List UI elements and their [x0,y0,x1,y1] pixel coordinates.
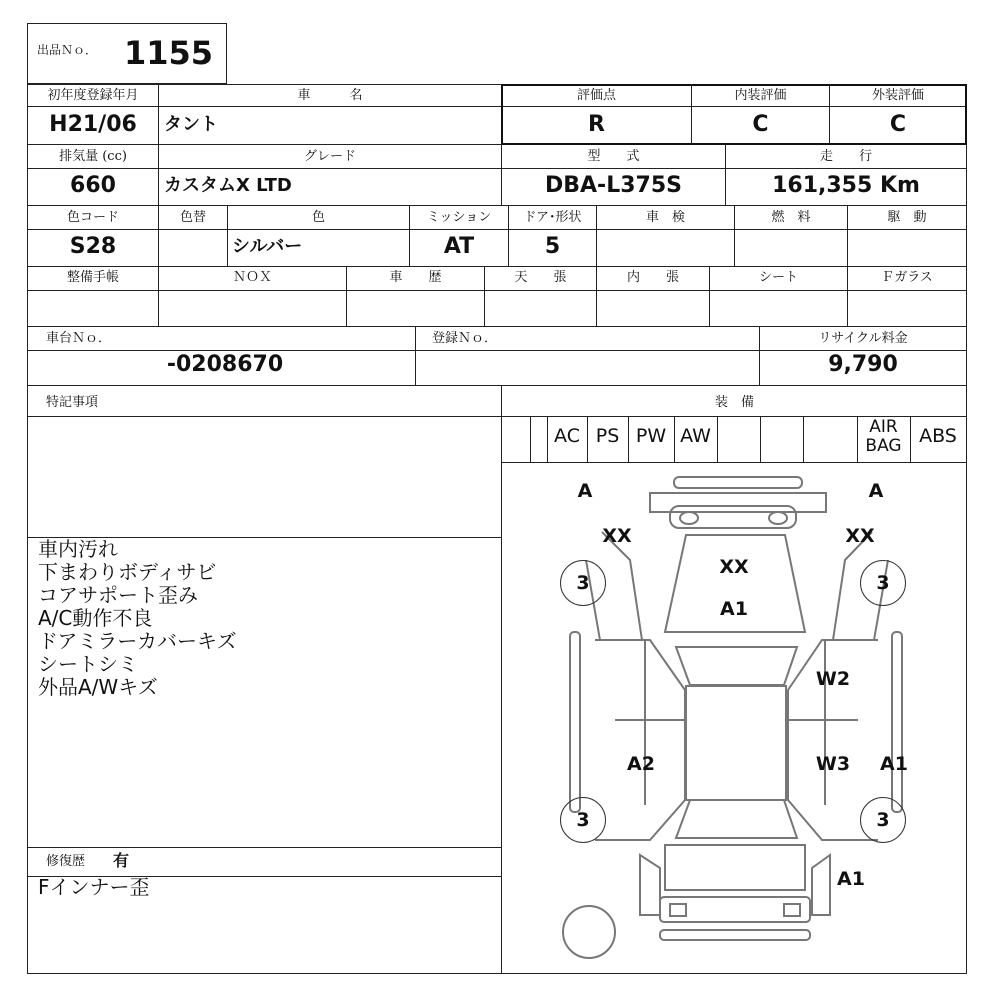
mileage-label: 走 行 [819,149,872,164]
equipment-item-airbag: AIR BAG [865,417,902,456]
car-name-value: タント [164,114,218,135]
door-shape-label: ドア･形状 [523,210,582,225]
chassis-number-value: -0208670 [166,352,284,377]
transmission-label: ミッション [426,210,492,225]
recycle-fee-value: 9,790 [828,352,898,377]
exterior-grade-label: 外装評価 [871,88,924,103]
exterior-grade-value: C [889,112,907,137]
model-code-value: DBA-L375S [545,173,682,198]
transmission-value: AT [443,234,475,259]
first-registration-value: H21/06 [49,112,137,137]
remark-line: シートシミ [38,652,138,676]
equipment-item [502,418,530,460]
equipment-label: 装 備 [714,395,754,410]
recolor-label: 色替 [179,210,206,225]
fuel-label: 燃 料 [771,210,811,225]
listing-number: 1155 [124,34,214,72]
listing-number-label: 出品Ｎｏ． [37,43,98,57]
color-value: シルバー [232,236,303,257]
damage-mark-front-right: A [868,480,884,502]
damage-mark-hood-bottom: A1 [720,598,748,620]
vehicle-history-label: 車 歴 [389,270,442,285]
remark-line: A/C動作不良 [38,606,153,630]
equipment-item: ABS [919,425,957,447]
remarks-label: 特記事項 [46,395,99,410]
grade-label: グレード [303,149,356,164]
repair-history-value: 有 [113,851,130,870]
maintenance-record-label: 整備手帳 [66,270,119,285]
interior-trim-label: 内 張 [626,270,679,285]
remark-line: コアサポート歪み [38,583,198,607]
damage-mark-rear-right: A1 [837,868,865,890]
damage-mark-door-left: A2 [627,753,655,775]
chassis-number-label: 車台Ｎｏ． [46,331,112,346]
first-registration-label: 初年度登録年月 [47,88,139,103]
repair-history-label: 修復歴 [46,854,86,869]
interior-grade-label: 内装評価 [734,88,787,103]
tire-front-left: 3 [560,560,606,606]
equipment-item: PS [595,425,620,447]
registration-number-label: 登録Ｎｏ． [432,331,498,346]
damage-mark-fender-right: XX [845,525,875,547]
tire-front-right: 3 [860,560,906,606]
damage-mark-hood-top: XX [719,556,749,578]
fuel-value [735,229,847,265]
color-label: 色 [311,210,325,225]
score-label: 評価点 [576,88,616,103]
registration-number-value [416,347,759,383]
interior-grade-value: C [752,112,769,137]
drive-value [848,229,966,265]
color-code-label: 色コード [66,210,119,225]
remark-line: 外品A/Wキズ [38,675,158,699]
remark-line: 車内汚れ [38,537,118,561]
damage-mark-rocker-right: A1 [880,753,908,775]
repair-note: Fインナー歪 [38,875,150,899]
grade-value: カスタムX LTD [164,175,292,196]
color-code-value: S28 [69,234,117,259]
tire-rear-right: 3 [860,797,906,843]
score-value: R [588,112,605,137]
roof-lining-label: 天 張 [514,270,567,285]
equipment-item: AW [680,425,711,447]
equipment-item: AC [554,425,580,447]
inspection-label: 車 検 [645,210,685,225]
damage-mark-door-right-rear: W3 [815,753,851,775]
nox-label: ＮＯＸ [232,270,272,285]
damage-mark-front-left: A [577,480,593,502]
remark-line: ドアミラーカバーキズ [38,629,237,653]
model-code-label: 型 式 [587,149,640,164]
seat-label: シート [758,270,798,285]
car-damage-diagram [502,462,966,973]
displacement-value: 660 [70,173,116,198]
tire-rear-left: 3 [560,797,606,843]
car-name-label: 車 名 [297,88,363,103]
equipment-item: PW [635,425,667,447]
front-glass-label: Ｆガラス [881,270,933,285]
drive-label: 駆 動 [887,210,927,225]
recolor-value [159,229,227,265]
displacement-label: 排気量 (cc) [59,149,127,164]
damage-mark-fender-left: XX [602,525,632,547]
inspection-value [597,229,734,265]
recycle-fee-label: リサイクル料金 [818,331,908,346]
door-shape-value: 5 [544,234,561,259]
remark-line: 下まわりボディサビ [38,560,217,584]
mileage-value: 161,355 Km [772,173,920,198]
damage-mark-door-right-front: W2 [815,668,851,690]
